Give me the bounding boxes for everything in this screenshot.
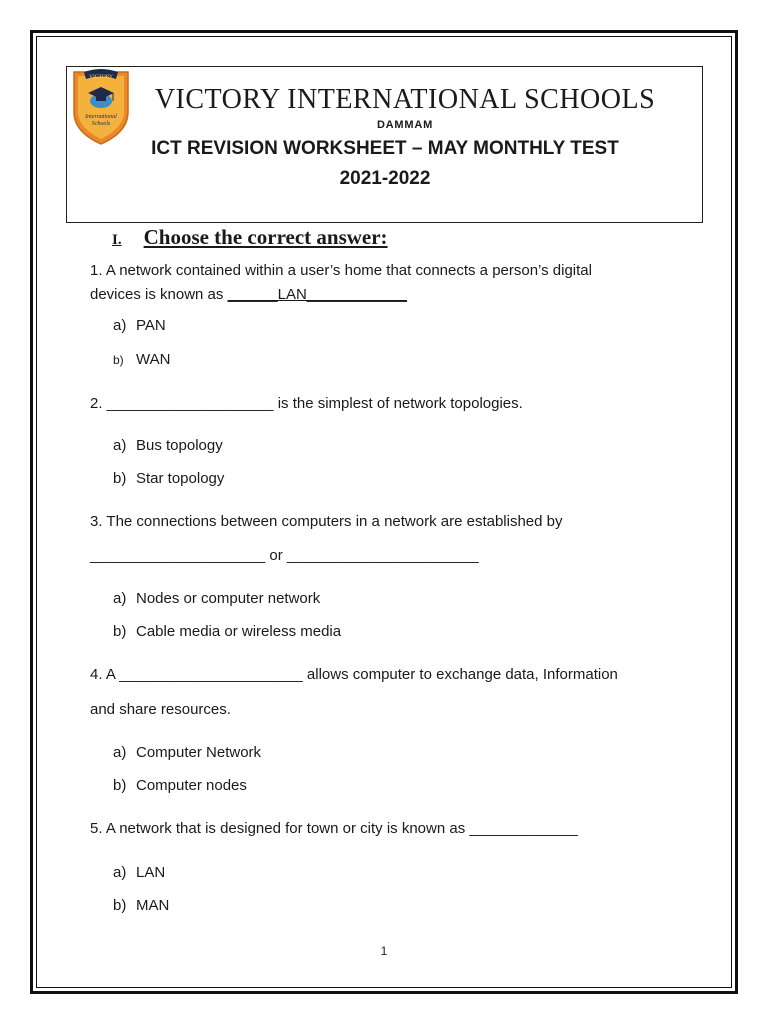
q2-option-a-label: a) xyxy=(113,437,127,454)
school-city: DAMMAM xyxy=(376,119,434,131)
q1-line2 xyxy=(90,286,407,303)
q3-option-b xyxy=(113,623,341,640)
q4-option-b-label: b) xyxy=(113,777,127,794)
school-name: VICTORY INTERNATIONAL SCHOOLS xyxy=(154,84,656,115)
section-heading xyxy=(112,225,388,250)
q1-option-b-text: WAN xyxy=(136,351,171,368)
q5-option-b-text: MAN xyxy=(136,897,170,914)
worksheet-title: ICT REVISION WORKSHEET – MAY MONTHLY TEST xyxy=(151,138,619,159)
q2-option-b-label: b) xyxy=(113,470,127,487)
school-logo xyxy=(70,68,132,146)
logo-text-line1: International xyxy=(85,114,117,120)
logo-text-line2: Schools xyxy=(91,121,111,127)
q2-text: 2. ____________________ is the simplest of network topologies. xyxy=(90,395,523,412)
q4-option-b xyxy=(113,777,247,794)
q4-option-a xyxy=(113,744,261,761)
q5-option-a-label: a) xyxy=(113,864,127,881)
q4-option-a-label: a) xyxy=(113,744,127,761)
page-number: 1 xyxy=(380,944,388,958)
q5-text: 5. A network that is designed for town or city is known as _____________ xyxy=(90,820,578,837)
q3-option-a xyxy=(113,590,320,607)
q2-option-a xyxy=(113,437,223,454)
section-number: I. xyxy=(112,232,122,248)
q1-option-a xyxy=(113,317,166,334)
academic-year: 2021-2022 xyxy=(339,168,431,189)
q3-option-a-text: Nodes or computer network xyxy=(136,590,321,607)
q4-option-b-text: Computer nodes xyxy=(136,777,247,794)
q1-option-a-label: a) xyxy=(113,317,127,334)
q5-option-b xyxy=(113,897,169,914)
q3-line2: _____________________ or _______________________ xyxy=(90,547,479,564)
q4-line1: 4. A ______________________ allows computer to exchange data, Information xyxy=(90,666,618,683)
q5-option-b-label: b) xyxy=(113,897,127,914)
q1-answer: ______LAN____________ xyxy=(227,286,407,303)
q3-option-b-text: Cable media or wireless media xyxy=(136,623,342,640)
q3-option-a-label: a) xyxy=(113,590,127,607)
q2-option-a-text: Bus topology xyxy=(136,437,223,454)
q5-option-a-text: LAN xyxy=(136,864,166,881)
q1-option-b xyxy=(113,351,170,368)
q5-option-a xyxy=(113,864,165,881)
section-title: Choose the correct answer: xyxy=(143,225,388,249)
q1-line1: 1. A network contained within a user’s home that connects a person’s digital xyxy=(90,262,592,279)
q3-line1: 3. The connections between computers in a network are established by xyxy=(90,513,563,530)
logo-top-text: VICTORY xyxy=(88,74,114,80)
q4-option-a-text: Computer Network xyxy=(136,744,262,761)
q2-option-b-text: Star topology xyxy=(136,470,225,487)
q1-option-a-text: PAN xyxy=(136,317,166,334)
q2-option-b xyxy=(113,470,224,487)
q1-line2-prefix: devices is known as xyxy=(90,286,228,303)
q1-option-b-label: b) xyxy=(113,353,124,367)
q4-line2: and share resources. xyxy=(90,701,231,718)
q3-option-b-label: b) xyxy=(113,623,127,640)
